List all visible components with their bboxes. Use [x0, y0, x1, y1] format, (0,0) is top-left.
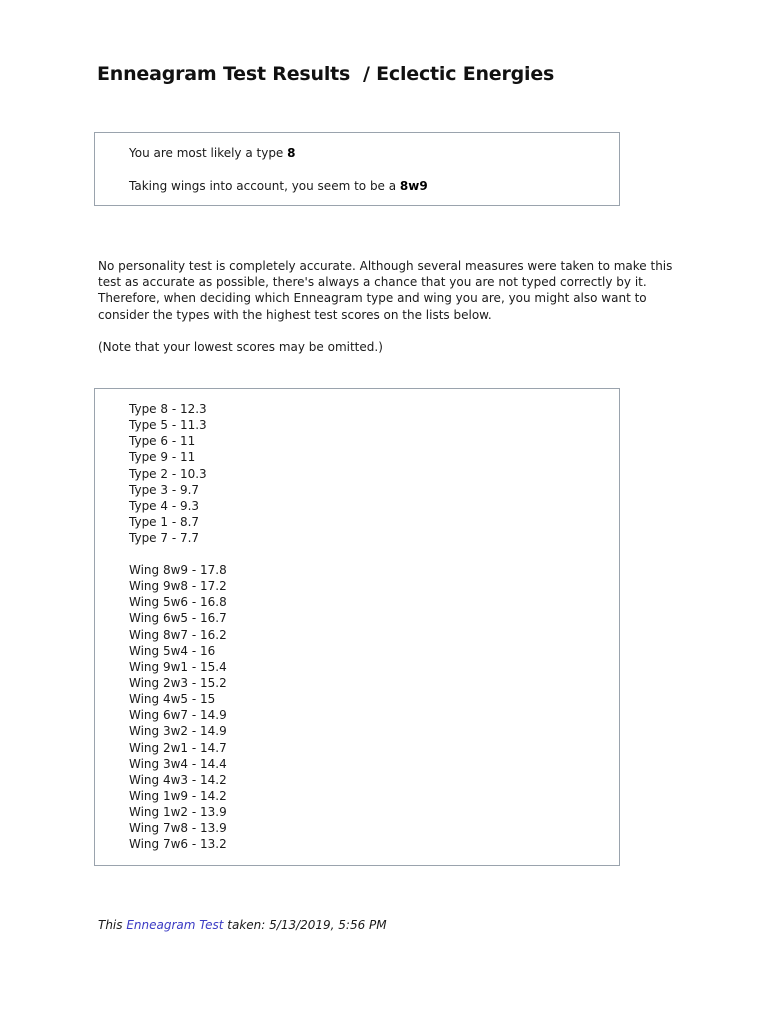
- type-score-item: Type 2 - 10.3: [129, 466, 207, 481]
- omission-note: (Note that your lowest scores may be omitted.): [98, 340, 383, 354]
- result-wing-prefix: Taking wings into account, you seem to be a: [129, 179, 400, 193]
- disclaimer-text: No personality test is completely accurate. Although several measures were taken to make this test as accurate as possible, there's always a chance that you are not typed correctly by it. Therefore, when deciding which Enneagram type and wing you are, you might also want to consider the types with the highest test scores on the lists below.: [98, 259, 673, 322]
- result-type-prefix: You are most likely a type: [129, 146, 288, 160]
- footer-timestamp: taken: 5/13/2019, 5:56 PM: [223, 918, 387, 932]
- type-score-item: Type 3 - 9.7: [129, 482, 200, 497]
- wing-score-item: Wing 9w8 - 17.2: [129, 579, 227, 594]
- wing-score-item: Wing 7w6 - 13.2: [129, 837, 227, 852]
- type-score-item: Type 8 - 12.3: [129, 402, 207, 416]
- enneagram-test-link[interactable]: Enneagram Test: [126, 918, 224, 932]
- wing-score-item: Wing 2w1 - 14.7: [129, 740, 227, 755]
- result-type-value: 8: [287, 146, 296, 160]
- wing-score-item: Wing 1w9 - 14.2: [129, 788, 227, 803]
- scores-box: [94, 388, 620, 866]
- type-score-item: Type 7 - 7.7: [129, 531, 200, 546]
- wing-score-item: Wing 6w7 - 14.9: [129, 708, 227, 723]
- result-wing-value: 8w9: [399, 179, 428, 193]
- result-wing-line: [129, 178, 428, 194]
- type-score-list: [129, 401, 207, 546]
- footer-prefix: This: [98, 918, 127, 932]
- test-taken-footer: [98, 917, 387, 933]
- type-score-item: Type 4 - 9.3: [129, 498, 200, 513]
- wing-score-item: Wing 8w7 - 16.2: [129, 627, 227, 642]
- wing-score-item: Wing 1w2 - 13.9: [129, 805, 227, 820]
- result-type-line: [129, 145, 296, 161]
- wing-score-item: Wing 9w1 - 15.4: [129, 659, 227, 674]
- wing-score-item: Wing 6w5 - 16.7: [129, 611, 227, 626]
- wing-score-item: Wing 8w9 - 17.8: [129, 563, 227, 577]
- wing-score-item: Wing 3w4 - 14.4: [129, 756, 227, 771]
- wing-score-item: Wing 3w2 - 14.9: [129, 724, 227, 739]
- wing-score-item: Wing 4w5 - 15: [129, 692, 216, 707]
- type-score-item: Type 6 - 11: [129, 434, 196, 449]
- type-score-item: Type 1 - 8.7: [129, 514, 200, 529]
- type-score-item: Type 5 - 11.3: [129, 418, 207, 433]
- wing-score-item: Wing 4w3 - 14.2: [129, 772, 227, 787]
- wing-score-item: Wing 2w3 - 15.2: [129, 675, 227, 690]
- type-score-item: Type 9 - 11: [129, 450, 196, 465]
- wing-score-item: Wing 5w4 - 16: [129, 643, 216, 658]
- wing-score-item: Wing 5w6 - 16.8: [129, 595, 227, 610]
- page-title: Enneagram Test Results / Eclectic Energies: [97, 63, 555, 85]
- result-box: [94, 132, 620, 206]
- wing-score-list: [129, 562, 227, 853]
- wing-score-item: Wing 7w8 - 13.9: [129, 821, 227, 836]
